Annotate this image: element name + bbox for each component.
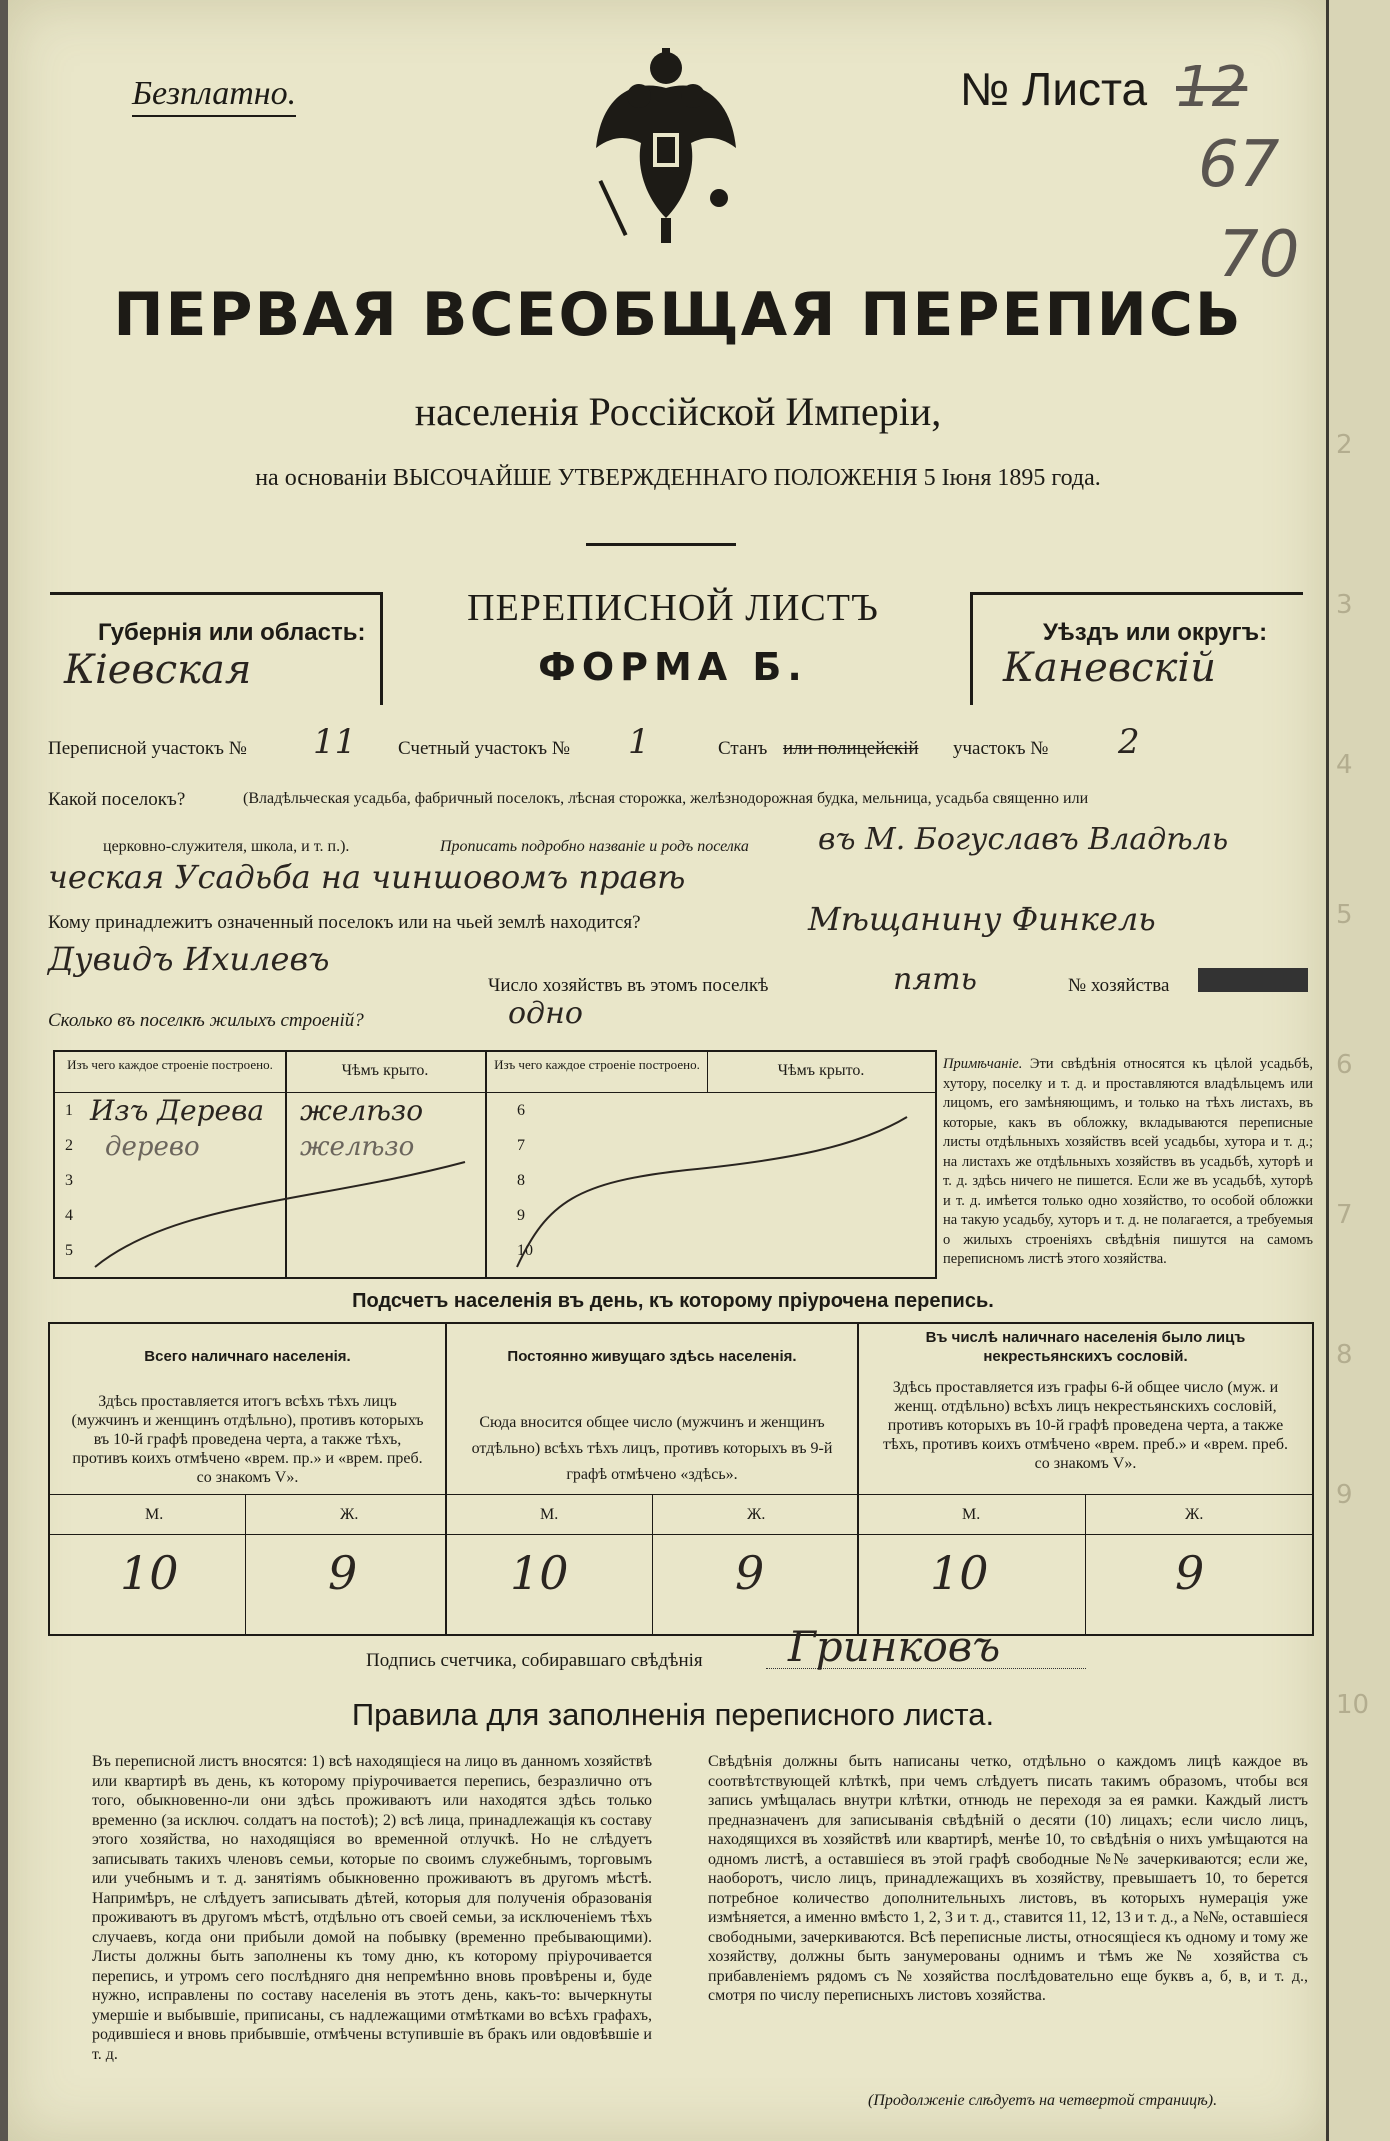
row-number: 3 [65,1172,73,1189]
settlement-question: Какой поселокъ? [48,789,186,810]
owner-answer-2: Дувидъ Ихилевъ [48,940,330,978]
guberniya-label: Губернія или область: [98,619,366,646]
main-title: ПЕРВАЯ ВСЕОБЩАЯ ПЕРЕПИСЬ [113,280,1243,350]
stan-value: 2 [1118,722,1140,762]
row-number: 5 [65,1242,73,1259]
census-sheet-page [8,0,1326,2141]
archive-mark-2: 70 [1218,218,1300,292]
edge-number: 2 [1336,430,1353,460]
col-title: Всего наличнаго населенія. [144,1348,351,1365]
col-title: Постоянно живущаго здѣсь населенія. [507,1348,797,1365]
roof-entry: желѣзо [300,1094,424,1127]
count-value: 9 [1175,1546,1205,1600]
count-col-rule [652,1494,653,1634]
uezd-value: Каневскій [1003,645,1216,691]
page-fold [1326,0,1329,2141]
material-header-right: Изъ чего каждое строеніе построено. [494,1057,700,1072]
edge-number: 7 [1336,1200,1353,1230]
edge-number: 4 [1336,750,1353,780]
rules-right-column: Свѣдѣнія должны быть написаны четко, отдѣльно о каждомъ лицѣ каждое въ соотвѣтствующей клѣткѣ, при чемъ слѣдуетъ писать такимъ образомъ, чтобы вся запись умѣщалась внутри клѣтки, отнюдь не переходя за ея рамки. Каждый листъ предназначенъ для записыванія свѣдѣній о десяти (10) лицахъ; если число лицъ, находящихся въ хозяйствѣ или квартирѣ, менѣе 10, то свѣдѣнія о нихъ умѣщаются на одномъ листѣ, а оставшіеся въ этой графѣ свободные №№ зачеркиваются; если же, наоборотъ, число лицъ, принадлежащихъ въ хозяйству, превышаетъ 10, то берется потребное количество дополнительныхъ листовъ, въ которыхъ нумерація уже измѣняется, а именно вмѣсто 1, 2, 3 и т. д., ставится 11, 12, 13 и т. д., а №№, оставшіеся свободными, зачеркиваются. Всѣ переписные листы, относящіеся къ одному и тому же хозяйству, должны быть занумерованы однимъ и тѣмъ же № хозяйства съ прибавленіемъ рядомъ съ № хозяйства послѣдовательно еще буквъ а, б, в, и т. д., смотря по числу переписныхъ листовъ хозяйства. [708,1753,1308,2004]
count-value: 9 [735,1546,765,1600]
edge-number: 8 [1336,1340,1353,1370]
col-title: Въ числѣ наличнаго населенія было лицъ некрестьянскихъ сословій. [925,1329,1246,1365]
row-number: 4 [65,1207,73,1224]
material-entry: Изъ Дерева [90,1094,265,1127]
col-text: Здѣсь проставляется итогъ всѣхъ тѣхъ лицъ (мужчинъ и женщинъ отдѣльно), противъ которыхъ въ 10-й графѣ проведена черта, а также тѣхъ, противъ коихъ отмѣчено «врем. пр.» и «врем. преб. со знакомъ V». [71,1393,424,1486]
count-value: 9 [328,1546,358,1600]
population-count-table [48,1322,1314,1636]
edge-number: 5 [1336,900,1353,930]
note-text: Эти свѣдѣнія относятся къ цѣлой усадьбѣ, хутору, поселку и т. д. и проставляются владѣльцемъ или лицомъ, его замѣняющимъ, и только на тѣхъ листахъ, въ которые, какъ въ обложку, вкладываются переписные листы отдѣльныхъ хозяйствъ всей усадьбы, хутора и т. д.; на листахъ же отдѣльныхъ хозяйствъ въ усадьбѣ, хуторѣ и т. д. здѣсь ничего не пишется. Если же въ усадьбѣ, хуторѣ и т. д. имѣется только одно хозяйство, то особой обложки на такую усадьбу, хуторъ и т. д. не полагается, а требуемыя о жилыхъ строеніяхъ свѣдѣнія пишутся на самомъ переписномъ листѣ этого хозяйства. [943,1056,1314,1267]
settlement-hint-2: церковно-служителя, школа, и т. п.). [103,838,350,855]
household-no-label: № хозяйства [1068,975,1170,996]
male-label: М. [962,1506,981,1523]
adjacent-page-edge [1326,0,1390,2141]
edge-number: 3 [1336,590,1353,620]
count-value: 10 [930,1546,989,1600]
row-number: 1 [65,1102,73,1119]
male-label: М. [145,1506,164,1523]
settlement-answer-2: ческая Усадьба на чиншовомъ правѣ [48,858,686,896]
guberniya-box [50,592,383,705]
title-divider [586,543,736,546]
rules-heading: Правила для заполненія переписного листа. [351,1697,995,1732]
owner-answer-1: Мѣщанину Финкель [808,900,1156,938]
note-label: Примѣчаніе. [943,1056,1023,1072]
census-district-label: Переписной участокъ № [48,738,247,759]
buildings-table-right [487,1052,935,1277]
buildings-value: одно [508,996,583,1031]
count-district-value: 1 [628,722,650,762]
count-row-rule [50,1494,1312,1495]
police-district-suffix: участокъ № [953,738,1049,759]
count-col-rule [1085,1494,1086,1634]
rules-continued: (Продолженіе слѣдуетъ на четвертой страницѣ). [868,2092,1218,2109]
edge-number: 10 [1336,1690,1370,1720]
uezd-label: Уѣздъ или округъ: [1043,619,1268,646]
row-number: 2 [65,1137,73,1154]
owner-question: Кому принадлежитъ означенный поселокъ или на чьей землѣ находится? [48,912,641,933]
police-label: или полицейскій [783,738,919,759]
households-value: пять [893,962,977,997]
female-label: Ж. [340,1506,359,1523]
roof-header-left: Чѣмъ крыто. [341,1062,429,1079]
sheet-title: ПЕРЕПИСНОЙ ЛИСТЪ [467,587,879,629]
free-label: Безплатно. [132,75,296,117]
male-label: М. [540,1506,559,1523]
sheet-number-value: 12 [1176,55,1248,120]
signature-value: Гринковъ [788,1622,1001,1671]
count-column-present [50,1324,447,1634]
material-header-left: Изъ чего каждое строеніе построено. [67,1057,273,1072]
subtitle: населенія Россійской Имперіи, [414,389,942,434]
col-text: Здѣсь проставляется изъ графы 6-й общее число (муж. и женщ. отдѣльно) всѣхъ лицъ некрестьянскихъ сословій, противъ которыхъ въ 10-й графѣ проведена черта, а также тѣхъ, противъ коихъ отмѣчено «врем. преб.» и «врем. преб. со знакомъ V». [883,1379,1288,1472]
material-entry: дерево [105,1132,200,1162]
female-label: Ж. [747,1506,766,1523]
count-value: 10 [510,1546,569,1600]
buildings-table [53,1050,937,1279]
row-number: 10 [517,1242,533,1259]
count-district-label: Счетный участокъ № [398,738,570,759]
rules-left-column: Въ переписной листъ вносятся: 1) всѣ находящіеся на лицо въ данномъ хозяйствѣ или квартирѣ въ день, къ которому пріурочивается перепись, безразлично отъ того, обыкновенно-ли они здѣсь проживаютъ или находятся здѣсь только временно (за исключ. солдатъ на постоѣ); 2) всѣ лица, принадлежащія къ составу этого хозяйства, но находящіяся во временной отлучкѣ. Но не слѣдуетъ записывать такихъ членовъ семьи, которые по своимъ служебнымъ, торговымъ или учебнымъ и т. д. занятіямъ обыкновенно проживаютъ въ другомъ мѣстѣ. Напримѣръ, не слѣдуетъ записывать дѣтей, которыя для полученія образованія проживаютъ въ другомъ мѣстѣ, отдѣльно отъ своей семьи, за исключеніемъ тѣхъ случаевъ, когда они прибыли домой на побывку (временно пребывающими). Листы должны быть заполнены къ тому дню, къ которому пріурочивается перепись, и утромъ сего послѣдняго дня непремѣнно вновь провѣрены и, буде нужно, исправлены по составу населенія въ этотъ день, какъ-то: вычеркнуты умершіе и выбывшіе, приписаны, съ надлежащими отмѣтками во всѣхъ графахъ, родившіеся и вновь прибывшіе, отмѣчены вступившіе въ бракъ или овдовѣвшіе и т. д. [92,1753,652,2063]
signature-label: Подпись счетчика, собиравшаго свѣдѣнія [366,1650,703,1671]
count-row-rule [50,1534,1312,1535]
female-label: Ж. [1185,1506,1204,1523]
buildings-question: Сколько въ поселкѣ жилыхъ строеній? [48,1010,364,1031]
archive-mark-1: 67 [1198,128,1280,202]
settlement-hint: (Владѣльческая усадьба, фабричный поселокъ, лѣсная сторожка, желѣзнодорожная будка, мельница, усадьба священно или [243,790,1089,807]
row-number: 6 [517,1102,525,1119]
row-number: 7 [517,1137,525,1154]
decree-line: на основаніи ВЫСОЧАЙШЕ УТВЕРЖДЕННАГО ПОЛОЖЕНІЯ 5 Іюня 1895 года. [255,465,1101,491]
guberniya-value: Кіевская [64,647,252,693]
sheet-number-label: № Листа [960,63,1148,115]
col-text: Сюда вносится общее число (мужчинъ и женщинъ отдѣльно) всѣхъ тѣхъ лицъ, противъ которыхъ въ 9-й графѣ отмѣчено «здѣсь». [471,1414,833,1483]
roof-entry: желѣзо [300,1132,415,1162]
uezd-box [970,592,1303,705]
count-value: 10 [120,1546,179,1600]
roof-header-right: Чѣмъ крыто. [777,1062,865,1079]
stan-label: Станъ [718,738,768,759]
row-number: 8 [517,1172,525,1189]
settlement-answer-1: въ М. Богуславъ Владѣль [818,822,1229,857]
note-block [943,1055,1313,1270]
households-label: Число хозяйствъ въ этомъ поселкѣ [488,975,769,996]
count-heading: Подсчетъ населенія въ день, къ которому пріурочена перепись. [352,1290,994,1312]
edge-number: 9 [1336,1480,1353,1510]
count-col-rule [245,1494,246,1634]
census-district-value: 11 [313,722,357,762]
settlement-instruction: Прописать подробно названіе и родъ поселка [440,838,749,855]
imperial-eagle-emblem [591,48,741,248]
cancel-stroke [55,1052,485,1277]
redaction-mark [1198,968,1308,992]
edge-number: 6 [1336,1050,1353,1080]
buildings-table-left [55,1052,487,1277]
cancel-stroke [487,1052,935,1277]
row-number: 9 [517,1207,525,1224]
form-name: ФОРМА Б. [538,645,808,689]
count-column-resident [447,1324,859,1634]
